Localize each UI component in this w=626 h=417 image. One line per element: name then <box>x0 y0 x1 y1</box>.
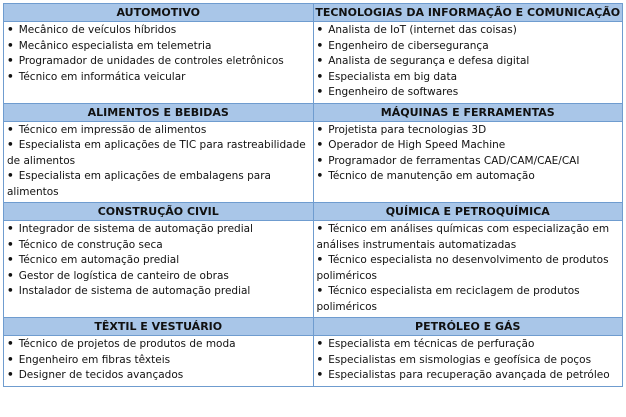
career-item: • Engenheiro de softwares <box>317 85 620 101</box>
sector-list <box>7 23 310 85</box>
body-row <box>4 121 623 203</box>
career-item: • Técnico em informática veicular <box>7 70 310 86</box>
careers-table <box>3 3 623 387</box>
career-item: • Especialista em aplicações de embalagens para alimentos <box>7 169 310 200</box>
sector-cell <box>4 336 314 387</box>
header-row <box>4 203 623 221</box>
career-item: • Designer de tecidos avançados <box>7 368 310 384</box>
sector-list <box>317 123 620 185</box>
header-row <box>4 103 623 121</box>
sector-cell <box>4 221 314 318</box>
sector-list <box>317 222 620 315</box>
header-row <box>4 4 623 22</box>
career-item: • Técnico de construção seca <box>7 238 310 254</box>
sector-title: PETRÓLEO E GÁS <box>313 318 623 336</box>
body-row <box>4 22 623 104</box>
sector-title: CONSTRUÇÃO CIVIL <box>4 203 314 221</box>
sector-list <box>317 337 620 384</box>
header-row <box>4 318 623 336</box>
sector-list <box>7 222 310 300</box>
career-item: • Integrador de sistema de automação predial <box>7 222 310 238</box>
career-item: • Especialistas para recuperação avançada de petróleo <box>317 368 620 384</box>
sector-title: ALIMENTOS E BEBIDAS <box>4 103 314 121</box>
career-item: • Instalador de sistema de automação predial <box>7 284 310 300</box>
sector-cell <box>4 22 314 104</box>
body-row <box>4 336 623 387</box>
sector-cell <box>313 22 623 104</box>
career-item: • Mecânico de veículos híbridos <box>7 23 310 39</box>
career-item: • Técnico especialista em reciclagem de produtos poliméricos <box>317 284 620 315</box>
career-item: • Operador de High Speed Machine <box>317 138 620 154</box>
sector-cell <box>313 221 623 318</box>
sector-list <box>7 123 310 201</box>
sector-cell <box>313 121 623 203</box>
career-item: • Analista de IoT (internet das coisas) <box>317 23 620 39</box>
sector-title: MÁQUINAS E FERRAMENTAS <box>313 103 623 121</box>
career-item: • Técnico em automação predial <box>7 253 310 269</box>
career-item: • Projetista para tecnologias 3D <box>317 123 620 139</box>
sector-title: TECNOLOGIAS DA INFORMAÇÃO E COMUNICAÇÃO <box>313 4 623 22</box>
career-item: • Analista de segurança e defesa digital <box>317 54 620 70</box>
career-item: • Especialistas em sismologias e geofísica de poços <box>317 353 620 369</box>
career-item: • Técnico em análises químicas com especialização em análises instrumentais automatizadas <box>317 222 620 253</box>
sector-title: TÊXTIL E VESTUÁRIO <box>4 318 314 336</box>
career-item: • Técnico especialista no desenvolvimento de produtos poliméricos <box>317 253 620 284</box>
career-item: • Engenheiro em fibras têxteis <box>7 353 310 369</box>
sector-list <box>317 23 620 101</box>
career-item: • Técnico de projetos de produtos de moda <box>7 337 310 353</box>
career-item: • Programador de unidades de controles eletrônicos <box>7 54 310 70</box>
career-item: • Engenheiro de cibersegurança <box>317 39 620 55</box>
career-item: • Especialista em técnicas de perfuração <box>317 337 620 353</box>
sector-list <box>7 337 310 384</box>
career-item: • Mecânico especialista em telemetria <box>7 39 310 55</box>
career-item: • Técnico em impressão de alimentos <box>7 123 310 139</box>
career-item: • Técnico de manutenção em automação <box>317 169 620 185</box>
career-item: • Gestor de logística de canteiro de obras <box>7 269 310 285</box>
career-item: • Programador de ferramentas CAD/CAM/CAE/CAI <box>317 154 620 170</box>
sector-cell <box>313 336 623 387</box>
sector-cell <box>4 121 314 203</box>
career-item: • Especialista em aplicações de TIC para rastreabilidade de alimentos <box>7 138 310 169</box>
career-item: • Especialista em big data <box>317 70 620 86</box>
body-row <box>4 221 623 318</box>
sector-title: QUÍMICA E PETROQUÍMICA <box>313 203 623 221</box>
sector-title: AUTOMOTIVO <box>4 4 314 22</box>
